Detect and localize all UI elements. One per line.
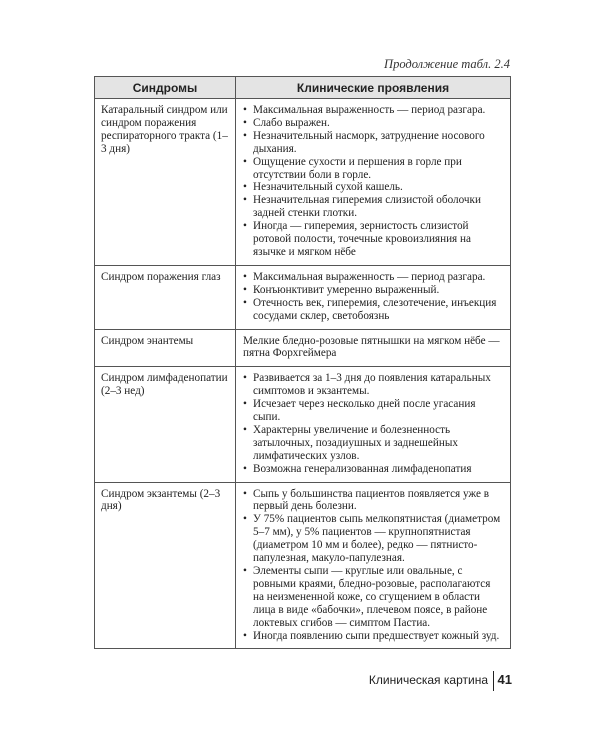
manifestations-cell [236,482,511,649]
list-item: • Развивается за 1–3 дня до появления катаральных симптомов и экзантемы. [243,372,504,398]
table-row [95,99,511,266]
running-title: Клиническая картина [368,673,488,687]
list-item: • Слабо выражен. [243,117,504,130]
list-item: • Элементы сыпи — круглые или овальные, с ровными краями, бледно-розовые, располагаются на неизмененной коже, со сгущением в области лица в виде «бабочки», плечевом поясе, в районе локтевых сгибов — симптом Пастиа. [243,565,504,630]
list-item: • Незначительный сухой кашель. [243,181,504,194]
table-row [95,329,511,367]
list-item: • Возможна генерализованная лимфаденопатия [243,463,504,476]
syndrome-name: Синдром экзантемы (2–3 дня) [95,482,236,649]
manifestations-list [243,271,504,323]
list-item: • Максимальная выраженность — период разгара. [243,271,504,284]
list-item: • Максимальная выраженность — период разгара. [243,104,504,117]
table-row [95,482,511,649]
header-syndromes: Синдромы [95,77,236,99]
manifestations-list [243,488,504,643]
list-item: • У 75% пациентов сыпь мелкопятнистая (диаметром 5–7 мм), у 5% пациентов — крупнопятнистая (диаметром 10 мм и более), редко — пятнисто-папулезная, макуло-папулезная. [243,513,504,565]
table-header-row [95,77,511,99]
list-item: • Отечность век, гиперемия, слезотечение, инъекция сосудами склер, светобоязнь [243,297,504,323]
list-item: • Незначительный насморк, затруднение носового дыхания. [243,130,504,156]
list-item: • Иногда появлению сыпи предшествует кожный зуд. [243,630,504,643]
syndrome-name: Катаральный синдром или синдром поражения респираторного тракта (1–3 дня) [95,99,236,266]
manifestations-text: Мелкие бледно-розовые пятнышки на мягком нёбе — пятна Форхгеймера [236,329,511,367]
list-item: • Незначительная гиперемия слизистой оболочки задней стенки глотки. [243,194,504,220]
syndrome-name: Синдром поражения глаз [95,265,236,329]
list-item: • Конъюнктивит умеренно выраженный. [243,284,504,297]
manifestations-cell [236,367,511,482]
manifestations-cell [236,265,511,329]
manifestations-cell [236,99,511,266]
list-item: • Ощущение сухости и першения в горле при отсутствии боли в горле. [243,156,504,182]
table-row [95,367,511,482]
syndromes-table [94,76,511,649]
table-row [95,265,511,329]
list-item: • Исчезает через несколько дней после угасания сыпи. [243,398,504,424]
table-caption: Продолжение табл. 2.4 [384,57,510,71]
manifestations-list [243,372,504,475]
list-item: • Характерны увеличение и болезненность затылочных, позадиушных и заднешейных лимфатических узлов. [243,424,504,463]
syndrome-name: Синдром энантемы [95,329,236,367]
syndrome-name: Синдром лимфаденопатии (2–3 нед) [95,367,236,482]
manifestations-list [243,104,504,259]
page-footer [368,671,512,691]
header-clinical-manifestations: Клинические проявления [236,77,511,99]
list-item: • Сыпь у большинства пациентов появляется уже в первый день болезни. [243,488,504,514]
footer-divider [493,671,494,691]
list-item: • Иногда — гиперемия, зернистость слизистой ротовой полости, точечные кровоизлияния на язычке и мягком нёбе [243,220,504,259]
page-number: 41 [497,672,512,687]
